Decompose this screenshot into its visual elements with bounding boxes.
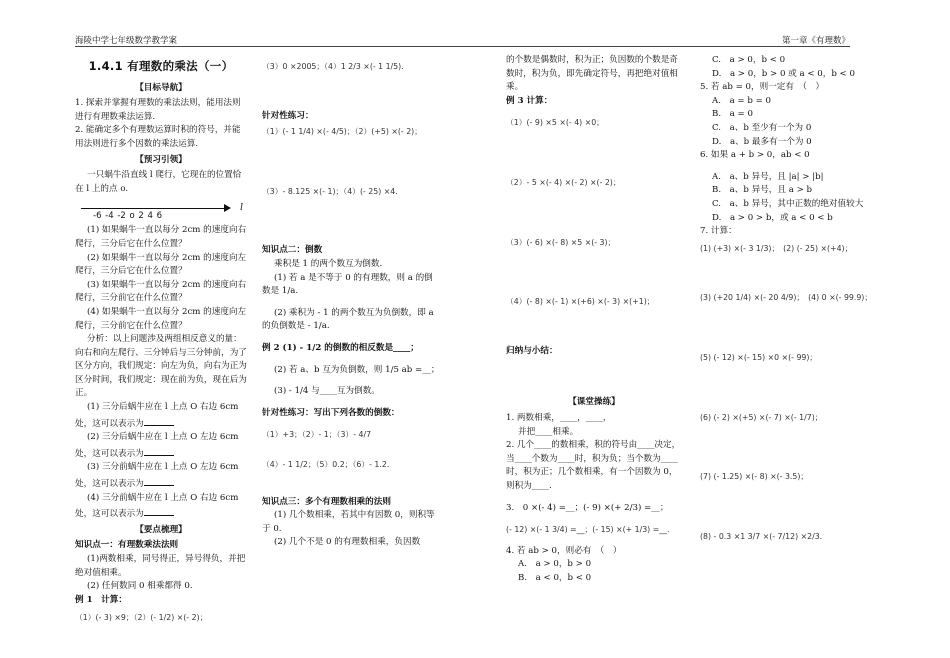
kp3-continued: 的个数是偶数时，积为正；负因数的个数是奇数时，积为负，即先确定符号，再把绝对值相乘。 [506,55,678,93]
classroom-6: 6. 如果 a + b > 0，ab < 0 [700,150,810,161]
classroom-1a: 1. 两数相乘，____，____， [506,412,612,423]
classroom-4-option-a[interactable]: A. a > 0，b > 0 [518,559,592,570]
classroom-7: 7. 计算： [700,226,737,237]
example-3: 例 3 计算： [506,95,553,106]
goal-2: 2. 能确定多个有理数运算时积的符号，并能用法则进行多个因数的乘法运算. [75,125,241,149]
classroom-3b: (- 12) ×(- 1 3/4) =__；(- 15) ×(+ 1/3) =__. [506,525,670,535]
knowledge-point-1: 知识点一：有理数乘法法则 [75,540,179,551]
number-line-axis [81,208,225,209]
kp2-definition: 乘积是 1 的两个数互为倒数. [274,258,383,269]
answer-4 [75,492,247,522]
classroom-5: 5. 若 ab = 0，则一定有 （ ） [700,82,825,93]
practice-3: （1）+3；（2）- 1；（3）- 4/7 [262,430,372,440]
classroom-4-option-d[interactable]: D. a > 0，b > 0 或 a < 0，b < 0 [712,68,855,79]
classroom-4-option-b[interactable]: B. a < 0，b < 0 [518,572,592,583]
question-2: (2) 如果蜗牛一直以每分 2cm 的速度向左爬行，三分后它在什么位置？ [75,252,247,277]
practice-heading: 针对性练习： [262,110,314,121]
practice-2-heading: 针对性练习：写出下列各数的倒数： [262,407,400,418]
goal-heading: 【目标导航】 [135,82,187,93]
answer-1-text: (1) 三分后蜗牛应在 l 上点 O 右边 6cm 处，这可以表示为 [75,402,239,429]
kp1-rule-1: (1)两数相乘，同号得正，异号得负，并把绝对值相乘。 [75,554,246,578]
answer-3-blank[interactable] [144,475,174,486]
classroom-5-option-a[interactable]: A. a = b = 0 [712,95,771,106]
column-1 [75,54,247,625]
knowledge-point-2: 知识点二：倒数 [262,245,323,256]
example-1: 例 1 计算： [75,594,127,605]
example-1-continued: （3）0 ×2005；（4）1 2/3 ×(- 1 1/5)． [262,62,409,71]
classroom-5-option-d[interactable]: D. a、b 最多有一个为 0 [712,136,812,147]
example-3-3: （3）(- 6) ×(- 8) ×5 ×(- 3)； [506,237,616,247]
kp1-rule-2: (2) 任何数同 0 相乘都得 0. [87,581,193,592]
question-3: (3) 如果蜗牛一直以每分 2cm 的速度向右爬行，三分前它在什么位置？ [75,279,247,304]
question-1: (1) 如果蜗牛一直以每分 2cm 的速度向右爬行，三分后它在什么位置？ [75,225,247,249]
page-title: 1.4.1 有理数的乘法（一） [88,59,234,73]
answer-2 [75,431,247,461]
key-points-heading: 【要点梳理】 [135,524,187,535]
snail-intro: 一只蜗牛沿直线 l 爬行，它现在的位置恰在 l 上的点 o. [75,170,242,194]
answer-1 [75,401,247,431]
kp3-rule-1: (1) 几个数相乘，若其中有因数 0，则积等于 0. [262,510,435,534]
classroom-7-3: (3) (+20 1/4) ×(- 20 4/9)； (4) 0 ×(- 99.9)； [700,293,873,303]
column-3 [506,54,682,585]
classroom-2: 2. 几个____的数相乘，积的符号由____决定，当____个数为____时，积为负；当个数为____时，积为正；几个数相乘，有一个因数为 0，则积为____. [506,440,681,491]
answer-4-text: (4) 三分前蜗牛应在 l 上点 O 右边 6cm 处，这可以表示为 [75,492,239,520]
number-line-ticks: -6 -4 -2 o 2 4 6 [93,211,163,222]
classroom-5-option-b[interactable]: B. a = 0 [712,109,753,120]
summary-heading: 归纳与小结： [506,345,558,356]
number-line-label: l [240,203,243,214]
practice-4: （4）- 1 1/2；（5）0.2；（6）- 1.2． [262,459,395,469]
preview-heading: 【预习引领】 [135,154,187,165]
example-3-2: （2）- 5 ×(- 4) ×(- 2) ×(- 2)； [506,177,621,187]
classroom-7-7: (7) (- 1.25) ×(- 8) ×(- 3.5)； [700,472,809,482]
classroom-7-8: (8) - 0.3 ×1 3/7 ×(- 7/12) ×2/3. [700,531,823,541]
header-left: 海陵中学七年级数学教学案 [75,36,178,46]
header-right: 第一章《有理数》 [781,36,850,46]
example-2-part-3: (3) - 1/4 与____互为倒数。 [274,386,380,397]
arrow-right-icon [224,204,231,212]
question-4: (4) 如果蜗牛一直以每分 2cm 的速度向左爬行，三分前它在什么位置？ [75,306,247,331]
kp2-rule-1: (1) 若 a 是不等于 0 的有理数，则 a 的倒数是 1/a. [262,272,433,297]
answer-3 [75,461,247,491]
answer-2-blank[interactable] [144,445,174,456]
classroom-6-option-a[interactable]: A. a、b 异号，且 |a| > |b| [712,171,824,182]
classroom-5-option-c[interactable]: C. a、b 至少有一个为 0 [712,122,812,133]
answer-2-text: (2) 三分后蜗牛应在 l 上点 O 左边 6cm 处，这可以表示为 [75,432,239,459]
kp3-rule-2: (2) 几个不是 0 的有理数相乘，负因数 [274,537,421,548]
example-1-items: （1）(- 3) ×9；（2）(- 1/2) ×(- 2)； [75,613,208,623]
number-line [75,200,247,222]
classroom-practice-heading: 【课堂操练】 [568,397,620,408]
column-2 [262,54,440,550]
classroom-4-option-c[interactable]: C. a > 0，b < 0 [712,55,786,65]
practice-1: （1）(- 1 1/4) ×(- 4/5)；（2）(+5) ×(- 2)； [262,127,423,137]
classroom-7-1: (1) (+3) ×(- 3 1/3)； (2) (- 25) ×(+4)； [700,243,853,253]
answer-1-blank[interactable] [144,415,174,426]
header-rule [75,46,850,47]
example-2-part-2: (2) 若 a、b 互为负倒数，则 1/5 ab =__； [274,364,440,375]
knowledge-point-3: 知识点三：多个有理数相乘的法则 [262,496,391,507]
classroom-7-6: (6) (- 2) ×(+5) ×(- 7) ×(- 1/7)； [700,412,823,422]
kp2-rule-2: (2) 乘积为 - 1 的两个数互为负倒数，即 a 的负倒数是 - 1/a. [262,307,434,332]
example-3-4: （4）(- 8) ×(- 1) ×(+6) ×(- 3) ×(+1)； [506,297,655,307]
classroom-4: 4. 若 ab > 0，则必有 （ ） [506,545,622,556]
example-3-1: （1）(- 9) ×5 ×(- 4) ×0； [506,118,604,128]
classroom-6-option-b[interactable]: B. a、b 异号，且 a > b [712,185,813,196]
analysis: 分析：以上问题涉及两组相反意义的量：向右和向左爬行、三分钟后与三分钟前，为了区分方向，我们规定：向左为负，向右为正为区分时间，我们规定：现在前为负，现在后为正。 [75,334,247,399]
classroom-1b: 并把____相乘。 [518,426,579,437]
classroom-6-option-d[interactable]: D. a > 0 > b，或 a < 0 < b [712,212,833,223]
column-4 [700,54,878,543]
classroom-6-option-c[interactable]: C. a、b 异号，其中正数的绝对值较大 [712,198,864,209]
practice-2: （3）- 8.125 ×(- 1)；（4）(- 25) ×4． [262,186,404,196]
answer-4-blank[interactable] [144,505,174,516]
classroom-7-5: (5) (- 12) ×(- 15) ×0 ×(- 99)； [700,352,818,362]
goal-1: 1. 探索并掌握有理数的乘法法则，能用法则进行有理数乘法运算. [75,98,241,122]
classroom-3a: 3. 0 ×(- 4) =__；(- 9) ×(+ 2/3) =__； [506,502,669,513]
example-2-part-1: 例 2 (1) - 1/2 的倒数的相反数是____； [262,342,419,353]
answer-3-text: (3) 三分前蜗牛应在 l 上点 O 左边 6cm 处，这可以表示为 [75,462,239,490]
